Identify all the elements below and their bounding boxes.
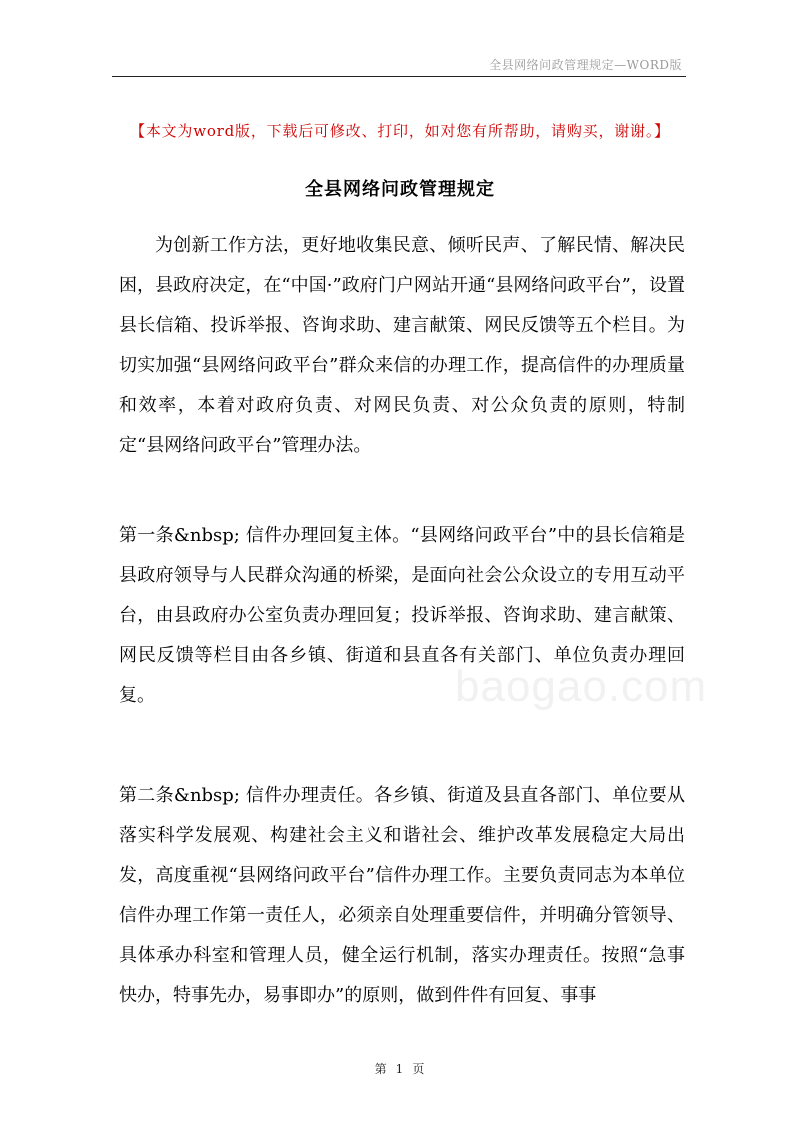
document-title: 全县网络问政管理规定 xyxy=(305,179,495,200)
watermark: baogao.com xyxy=(455,662,708,711)
paragraph-article-1: 第一条&nbsp; 信件办理回复主体。“县网络问政平台”中的县长信箱是县政府领导与人民群众沟通的桥梁，是面向社会公众设立的专用互动平台，由县政府办公室负责办理回复；投诉举报、咨询求助、建言献策、网民反馈等栏目由各乡镇、街道和县直各有关部门、单位负责办理回复。 xyxy=(119,525,685,706)
paragraph-article-2: 第二条&nbsp; 信件办理责任。各乡镇、街道及县直各部门、单位要从落实科学发展观、构建社会主义和谐社会、维护改革发展稳定大局出发，高度重视“县网络问政平台”信件办理工作。主要负责同志为本单位信件办理工作第一责任人，必须亲自处理重要信件，并明确分管领导、具体承办科室和管理人员，健全运行机制，落实办理责任。按照“急事快办，特事先办，易事即办”的原则，做到件件有回复、事事 xyxy=(119,785,685,1006)
page-number: 1 xyxy=(395,1062,405,1076)
notice-text: 【本文为word版，下载后可修改、打印，如对您有所帮助，请购买，谢谢。】 xyxy=(130,122,670,140)
footer-prefix: 第 xyxy=(374,1062,388,1076)
page-footer xyxy=(0,1060,800,1077)
header-text: 全县网络问政管理规定—WORD版 xyxy=(489,58,682,72)
paragraph-intro: 为创新工作方法，更好地收集民意、倾听民声、了解民情、解决民困，县政府决定，在“中国·”政府门户网站开通“县网络问政平台”，设置县长信箱、投诉举报、咨询求助、建言献策、网民反馈等五个栏目。为切实加强“县网络问政平台”群众来信的办理工作，提高信件的办理质量和效率，本着对政府负责、对网民负责、对公众负责的原则，特制定“县网络问政平台”管理办法。 xyxy=(119,235,685,456)
footer-suffix: 页 xyxy=(412,1062,426,1076)
header-rule xyxy=(112,76,686,77)
